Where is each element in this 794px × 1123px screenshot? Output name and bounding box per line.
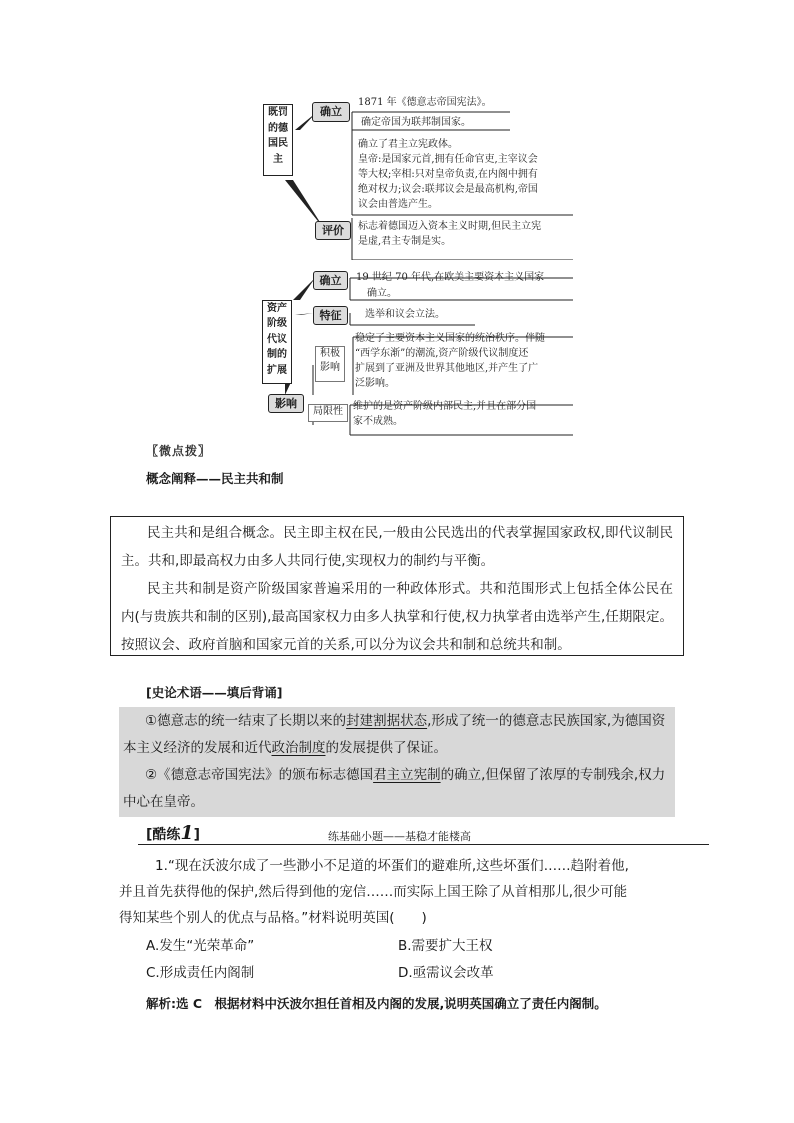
mm1-content-2: 皇帝:是国家元首,拥有任命官吏,主宰议会 xyxy=(358,154,538,165)
mindmap-representative-root xyxy=(262,300,292,384)
question-stem-1-text: 1.“现在沃波尔成了一些渺小不足道的坏蛋们的避难所,这些坏蛋们……趋附着他, xyxy=(155,858,629,874)
mm2-lim-1: 维护的是资产阶级内部民主,并且在部分国 xyxy=(353,401,537,412)
kulian-divider xyxy=(138,844,709,845)
weidianbo-heading: 概念阐释——民主共和制 xyxy=(146,471,284,486)
question-stem-line-1 xyxy=(146,853,629,879)
mm2-feature: 选举和议会立法。 xyxy=(365,309,445,320)
mm2-pos-2: “西学东渐”的潮流,资产阶级代议制度还 xyxy=(355,348,529,359)
sub1-line-2: 影响 xyxy=(320,362,340,373)
sub1-line-1: 积极 xyxy=(320,348,340,359)
option-d: D.亟需议会改革 xyxy=(398,965,494,981)
node-yingxiang: 影响 xyxy=(268,394,304,413)
mm2-pos-4: 泛影响。 xyxy=(355,378,395,389)
shilun-p2-b: 的确立,但保留了浓厚的专制残余,权力中心在皇帝。 xyxy=(123,767,666,810)
shilun-p1-c: 的发展提供了保证。 xyxy=(325,740,447,756)
concept-box xyxy=(110,516,684,656)
fill-blank-2: 政治制度 xyxy=(271,740,326,756)
fill-blank-3: 君主立宪制 xyxy=(373,767,441,783)
subnode-limitation: 局限性 xyxy=(308,404,348,422)
option-a: A.发生“光荣革命” xyxy=(146,938,255,954)
root2-line-1: 资产 xyxy=(267,303,287,314)
shilun-p1-b: ,形成了统一的德意志民族国家,为德国资本主义经济的发展和近代 xyxy=(123,713,666,756)
root2-line-2: 阶级 xyxy=(267,318,287,330)
kulian-label-text: [酷练 xyxy=(146,827,181,843)
shilun-heading: [史论术语——填后背诵] xyxy=(146,685,283,700)
mm1-content-5: 议会由普选产生。 xyxy=(358,199,438,210)
kulian-label-end: ] xyxy=(193,827,201,843)
concept-para-1: 民主共和是组合概念。民主即主权在民,一般由公民选出的代表掌握国家政权,即代议制民主。共和,即最高权力由多人共同行使,实现权力的制约与平衡。 xyxy=(121,525,673,569)
option-b: B.需要扩大王权 xyxy=(398,938,493,954)
mindmap-germany-root xyxy=(263,104,293,176)
mm2-lim-2: 家不成熟。 xyxy=(353,416,403,427)
shilun-para-2 xyxy=(123,762,671,816)
mm1-item-2: 确定帝国为联邦制国家。 xyxy=(361,117,471,128)
subnode-positive-impact xyxy=(315,346,345,382)
root-line-2: 的德 xyxy=(268,122,288,134)
question-stem-line-3: 得知某些个别人的优点与品格。”材料说明英国( ) xyxy=(119,910,427,926)
mm1-content-4: 绝对权力;议会:联邦议会是最高机构,帝国 xyxy=(358,184,538,195)
kulian-label xyxy=(146,822,200,844)
question-stem-line-2: 并且首先获得他的保护,然后得到他的宠信……而实际上国王除了从首相那儿,很少可能 xyxy=(119,884,628,900)
question-analysis: 解析:选 C 根据材料中沃波尔担任首相及内阁的发展,说明英国确立了责任内阁制。 xyxy=(146,996,607,1011)
node-queli-2: 确立 xyxy=(313,271,348,290)
mm1-eval-1: 标志着德国迈入资本主义时期,但民主立宪 xyxy=(358,221,542,232)
node-tezheng: 特征 xyxy=(313,306,348,325)
node-pingjia: 评价 xyxy=(315,221,351,240)
root2-line-3: 代议 xyxy=(267,333,287,345)
mm2-pos-3: 扩展到了亚洲及世界其他地区,并产生了广 xyxy=(355,363,539,374)
root-line-4: 主 xyxy=(273,153,283,165)
mm1-content-1: 确立了君主立宪政体。 xyxy=(358,139,458,150)
root-line-3: 国民 xyxy=(268,138,288,149)
mm2-pos-1: 稳定了主要资本主义国家的统治秩序。伴随 xyxy=(355,333,545,344)
mm1-content-3: 等大权;宰相:只对皇帝负责,在内阁中拥有 xyxy=(358,169,538,180)
node-queli-1: 确立 xyxy=(312,102,350,122)
root2-line-5: 扩展 xyxy=(267,364,287,376)
mm2-establish-2: 确立。 xyxy=(367,288,397,299)
root-line-1: 既罚 xyxy=(268,107,288,118)
mm2-establish-1: 19 世纪 70 年代,在欧美主要资本主义国家 xyxy=(356,272,545,283)
option-c: C.形成责任内阁制 xyxy=(146,965,255,981)
shilun-p2-a: ②《德意志帝国宪法》的颁布标志德国 xyxy=(145,767,374,783)
kulian-subtitle: 练基础小题——基稳才能楼高 xyxy=(328,830,471,843)
kulian-number: 1 xyxy=(180,822,194,844)
concept-para-2: 民主共和制是资产阶级国家普遍采用的一种政体形式。共和范围形式上包括全体公民在内(与贵族共和制的区别),最高国家权力由多人执掌和行使,权力执掌者由选举产生,任期限定。按照议会、政府首脑和国家元首的关系,可以分为议会共和制和总统共和制。 xyxy=(121,581,674,653)
root2-line-4: 制的 xyxy=(267,349,287,361)
shilun-p1-a: ①德意志的统一结束了长期以来的 xyxy=(145,713,347,729)
weidianbo-tag: 〖微点拨〗 xyxy=(146,444,212,458)
shilun-para-1 xyxy=(123,708,671,762)
fill-blank-1: 封建割据状态 xyxy=(346,713,428,729)
mm1-item-1: 1871 年《德意志帝国宪法》。 xyxy=(358,97,492,108)
shilun-block xyxy=(119,707,675,817)
mm1-eval-2: 是虚,君主专制是实。 xyxy=(358,236,452,247)
